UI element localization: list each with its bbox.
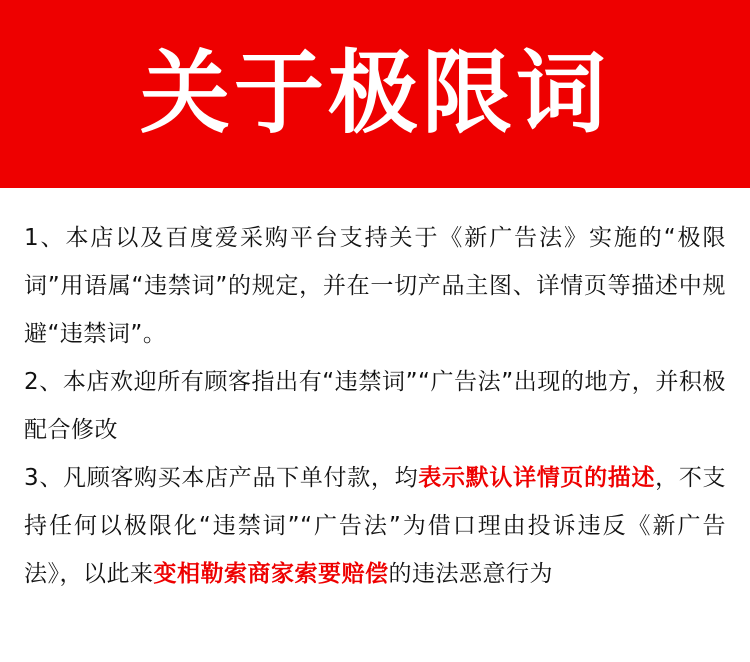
item-3-segment-4: 变相勒索商家索要赔偿 xyxy=(153,561,389,587)
paragraph-1 xyxy=(24,214,726,358)
body-content xyxy=(0,188,750,598)
item-3-segment-1: 3、凡顾客购买本店产品下单付款，均 xyxy=(24,465,419,491)
banner-title: 关于极限词 xyxy=(140,41,610,146)
item-3-segment-5: 的违法恶意行为 xyxy=(388,561,553,587)
item-1-segment-1: 1、本店以及百度爱采购平台支持关于《新广告法》实施的“极限词”用语属“违禁词”的规定，并在一切产品主图、详情页等描述中规避“违禁词”。 xyxy=(24,225,726,347)
item-3-segment-2: 表示默认详情页的描述 xyxy=(418,465,656,491)
paragraph-2 xyxy=(24,358,726,454)
item-2-segment-1: 2、本店欢迎所有顾客指出有“违禁词”“广告法”出现的地方，并积极配合修改 xyxy=(24,369,726,443)
banner-header xyxy=(0,0,750,188)
item-3-segment-3: ，不支持任何以极限化“违禁词”“广告法”为借口理由投诉违反《新广告法》，以此来 xyxy=(24,465,727,587)
paragraph-3 xyxy=(24,454,726,598)
